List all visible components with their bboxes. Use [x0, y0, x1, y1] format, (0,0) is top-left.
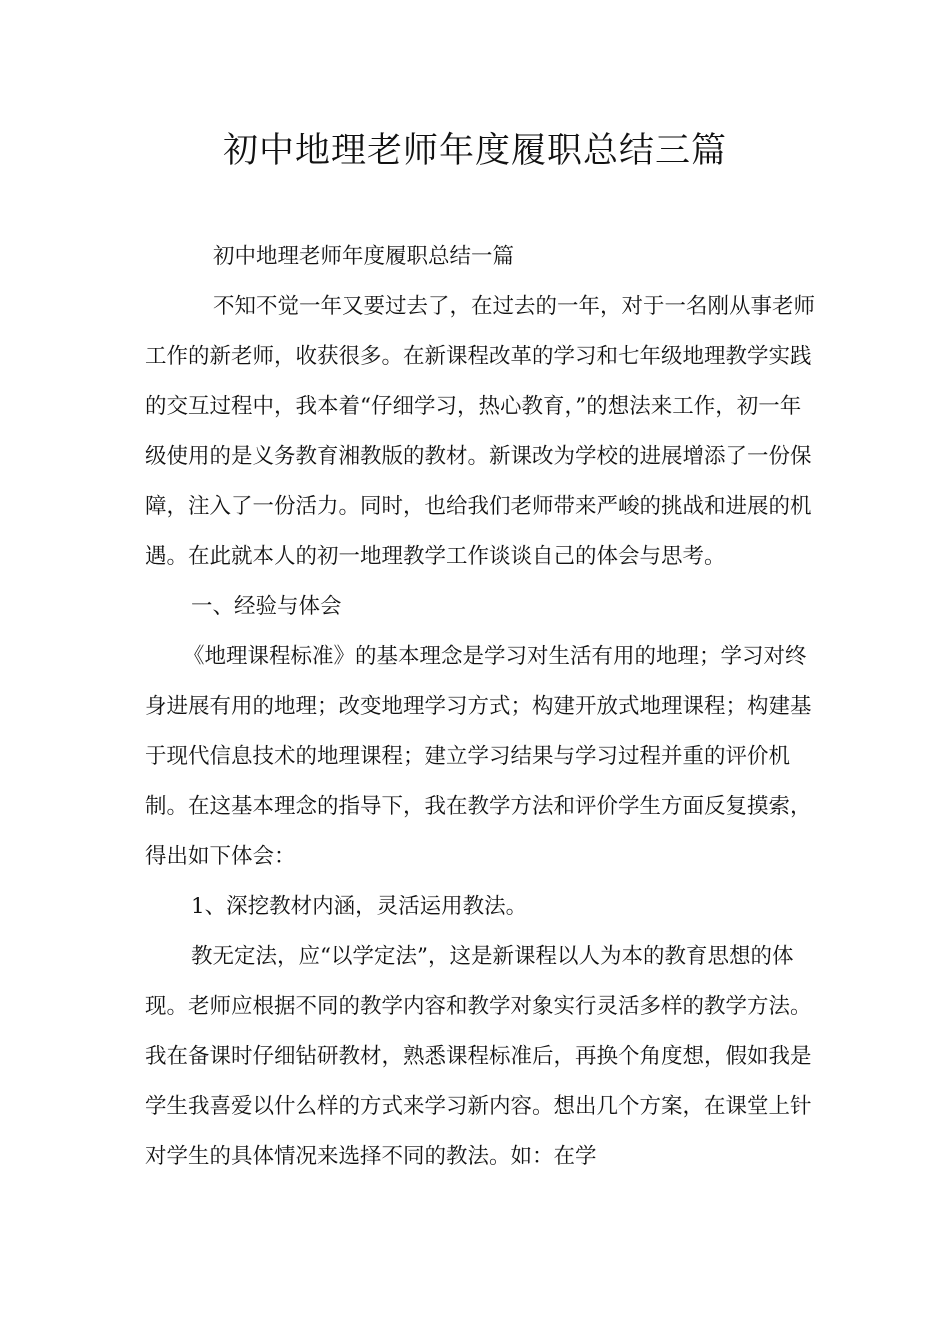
- paragraph-curriculum: 《地理课程标准》的基本理念是学习对生活有用的地理；学习对终身进展有用的地理；改变地理学习方式；构建开放式地理课程；构建基于现代信息技术的地理课程；建立学习结果与学习过程并重的评价机制。在这基本理念的指导下，我在教学方法和评价学生方面反复摸索，得出如下体会：: [145, 644, 812, 869]
- heading-experience: 一、经验与体会: [191, 594, 342, 619]
- document-body: [145, 232, 815, 1182]
- section-subtitle: 初中地理老师年度履职总结一篇: [213, 244, 515, 269]
- document-title: 初中地理老师年度履职总结三篇: [222, 131, 727, 171]
- paragraph-intro: 不知不觉一年又要过去了，在过去的一年，对于一名刚从事老师工作的新老师，收获很多。在新课程改革的学习和七年级地理教学实践的交互过程中，我本着“仔细学习，热心教育，”的想法来工作，初一年级使用的是义务教育湘教版的教材。新课改为学校的进展增添了一份保障，注入了一份活力。同时，也给我们老师带来严峻的挑战和进展的机遇。在此就本人的初一地理教学工作谈谈自己的体会与思考。: [145, 294, 816, 569]
- paragraph-teaching-method: 教无定法，应“以学定法”，这是新课程以人为本的教育思想的体现。老师应根据不同的教学内容和教学对象实行灵活多样的教学方法。我在备课时仔细钻研教材，熟悉课程标准后，再换个角度想，假如我是学生我喜爱以什么样的方式来学习新内容。想出几个方案，在课堂上针对学生的具体情况来选择不同的教法。如：在学: [145, 944, 812, 1169]
- heading-point-1: 1、深挖教材内涵，灵活运用教法。: [191, 894, 528, 919]
